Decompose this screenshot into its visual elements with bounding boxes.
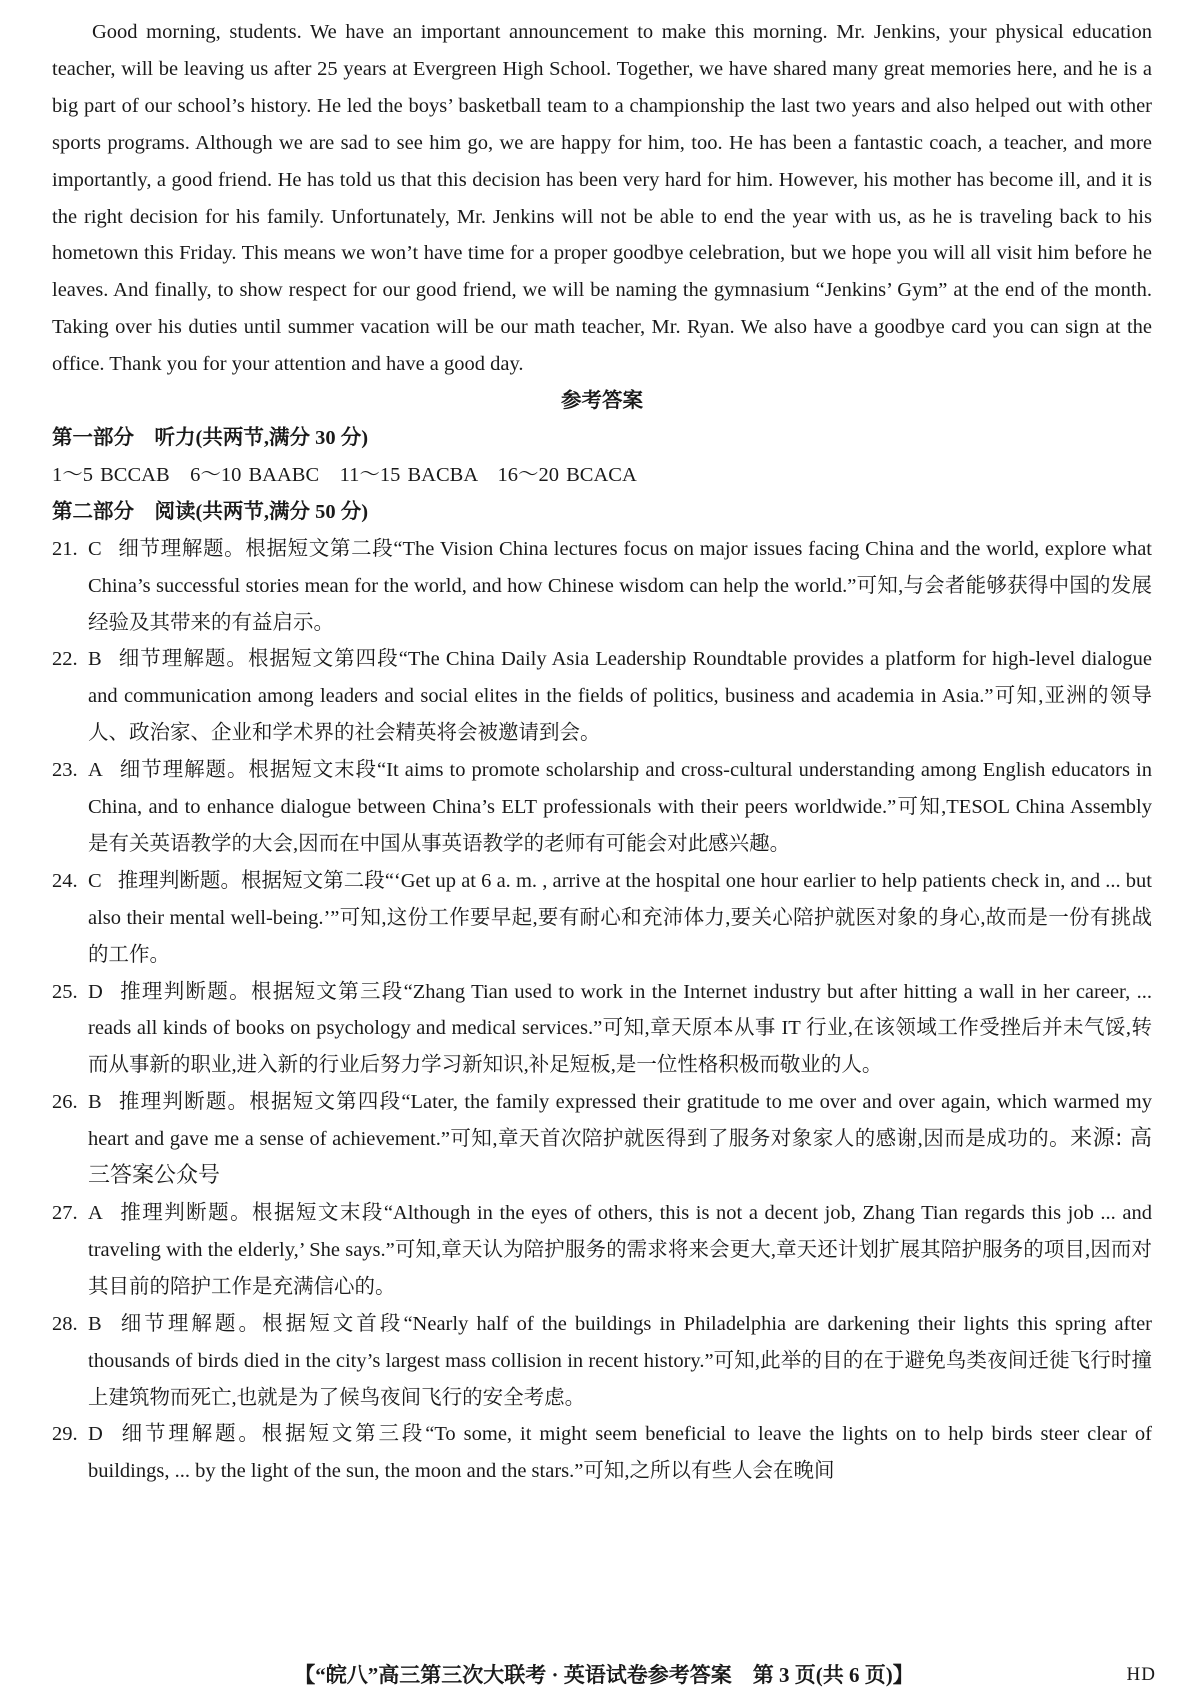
item-key: C: [88, 869, 102, 892]
item-key: B: [88, 1312, 102, 1335]
answer-item-21: [52, 531, 1152, 642]
part2-heading: 第二部分 阅读(共两节,满分 50 分): [52, 500, 369, 523]
footer-title: 【“皖八”高三第三次大联考 · 英语试卷参考答案 第 3 页(共 6 页)】: [294, 1663, 914, 1687]
item-key: D: [88, 1423, 103, 1446]
item-number: 23.: [52, 759, 78, 782]
answer-item-24: [52, 863, 1152, 974]
item-explanation: 推理判断题。根据短文第二段“‘Get up at 6 a. m. , arrive at the hospital one hour earlier to help patients check in, and ... but also their mental well-being.’”可知,这份工作要早起,要有耐心和充沛体力,要关心陪护就医对象的身心,故而是一份有挑战的工作。: [88, 869, 1152, 966]
answer-item-26: [52, 1084, 1152, 1195]
item-key: B: [88, 1091, 102, 1114]
source-note: 来源: 高三答案公众号: [88, 1126, 1152, 1189]
part2-items: [52, 531, 1152, 1491]
answer-item-27: [52, 1195, 1152, 1306]
item-explanation: 推理判断题。根据短文第三段“Zhang Tian used to work in the Internet industry but after hitting a wall in her career, ... reads all kinds of books on psychology and medical services.”可知,章天原本从事 IT 行业,在该领域工作受挫后并未气馁,转而从事新的职业,进入新的行业后努力学习新知识,补足短板,是一位性格积极而敬业的人。: [88, 980, 1152, 1077]
item-key: C: [88, 537, 102, 560]
listening-transcript: Good morning, students. We have an important announcement to make this morning. Mr. Jenkins, your physical education teacher, will be leaving us after 25 years at Evergreen High School. Together, we have shared many great memories here, and he is a big part of our school’s history. He led the boys’ basketball team to a championship the last two years and also helped out with other sports programs. Although we are sad to see him go, we are happy for him, too. He has been a fantastic coach, a teacher, and more importantly, a good friend. He has told us that this decision has been very hard for him. However, his mother has become ill, and it is the right decision for his family. Unfortunately, Mr. Jenkins will not be able to end the year with us, as he is traveling back to his hometown this Friday. This means we won’t have time for a proper goodbye celebration, but we hope you will all visit him before he leaves. And finally, to show respect for our good friend, we will be naming the gymnasium “Jenkins’ Gym” at the end of the month. Taking over his duties until summer vacation will be our math teacher, Mr. Ryan. We also have a goodbye card you can sign at the office. Thank you for your attention and have a good day.: [52, 21, 1152, 376]
item-number: 29.: [52, 1423, 78, 1446]
answer-title: 参考答案: [561, 390, 643, 413]
item-explanation: 细节理解题。根据短文首段“Nearly half of the buildings in Philadelphia are darkening their lights this spring after thousands of birds died in the city’s largest mass collision in recent history.”可知,此举的目的在于避免鸟类夜间迁徙飞行时撞上建筑物而死亡,也就是为了候鸟夜间飞行的安全考虑。: [88, 1312, 1152, 1409]
item-number: 24.: [52, 869, 78, 892]
answer-item-29: [52, 1416, 1152, 1490]
item-number: 25.: [52, 980, 78, 1003]
item-number: 27.: [52, 1202, 78, 1224]
footer-code: HD: [1126, 1664, 1156, 1685]
item-explanation: 细节理解题。根据短文第二段“The Vision China lectures focus on major issues facing China and the world, explore what China’s successful stories mean for the world, and how Chinese wisdom can help the world.”可知,与会者能够获得中国的发展经验及其带来的有益启示。: [88, 537, 1152, 634]
item-number: 26.: [52, 1091, 78, 1114]
answer-sheet-page: [52, 14, 1152, 1490]
answer-item-22: [52, 641, 1152, 752]
item-key: D: [88, 980, 103, 1003]
answer-item-23: [52, 752, 1152, 863]
answer-item-28: [52, 1306, 1152, 1417]
page-footer: [52, 1660, 1156, 1690]
item-explanation: 推理判断题。根据短文第四段“Later, the family expressed their gratitude to me over and over again, which warmed my heart and gave me a sense of achievement.”可知,章天首次陪护就医得到了服务对象家人的感谢,因而是成功的。: [88, 1091, 1152, 1151]
item-explanation: 细节理解题。根据短文第四段“The China Daily Asia Leadership Roundtable provides a platform for high-level dialogue and communication among leaders and social elites in the fields of politics, business and academia in Asia.”可知,亚洲的领导人、政治家、企业和学术界的社会精英将会被邀请到会。: [88, 648, 1152, 745]
item-number: 21.: [52, 537, 78, 560]
item-key: A: [88, 759, 103, 782]
item-key: B: [88, 648, 102, 671]
item-explanation: 推理判断题。根据短文末段“Although in the eyes of others, this is not a decent job, Zhang Tian regards this job ... and traveling with the elderly,’ She says.”可知,章天认为陪护服务的需求将来会更大,章天还计划扩展其陪护服务的项目,因而对其目前的陪护工作是充满信心的。: [88, 1202, 1152, 1298]
item-explanation: 细节理解题。根据短文末段“It aims to promote scholarship and cross-cultural understanding among English educators in China, and to enhance dialogue between China’s ELT professionals with their peers worldwide.”可知,TESOL China Assembly 是有关英语教学的大会,因而在中国从事英语教学的老师有可能会对此感兴趣。: [88, 759, 1152, 855]
part1-answers: 1～5 BCCAB 6～10 BAABC 11～15 BACBA 16～20 BCACA: [52, 463, 637, 486]
item-number: 22.: [52, 648, 78, 671]
item-key: A: [88, 1202, 103, 1224]
answer-item-25: [52, 974, 1152, 1085]
part1-heading: 第一部分 听力(共两节,满分 30 分): [52, 426, 369, 449]
item-number: 28.: [52, 1312, 78, 1335]
item-explanation: 细节理解题。根据短文第三段“To some, it might seem beneficial to leave the lights on to help birds steer clear of buildings, ... by the light of the sun, the moon and the stars.”可知,之所以有些人会在晚间: [88, 1423, 1152, 1483]
